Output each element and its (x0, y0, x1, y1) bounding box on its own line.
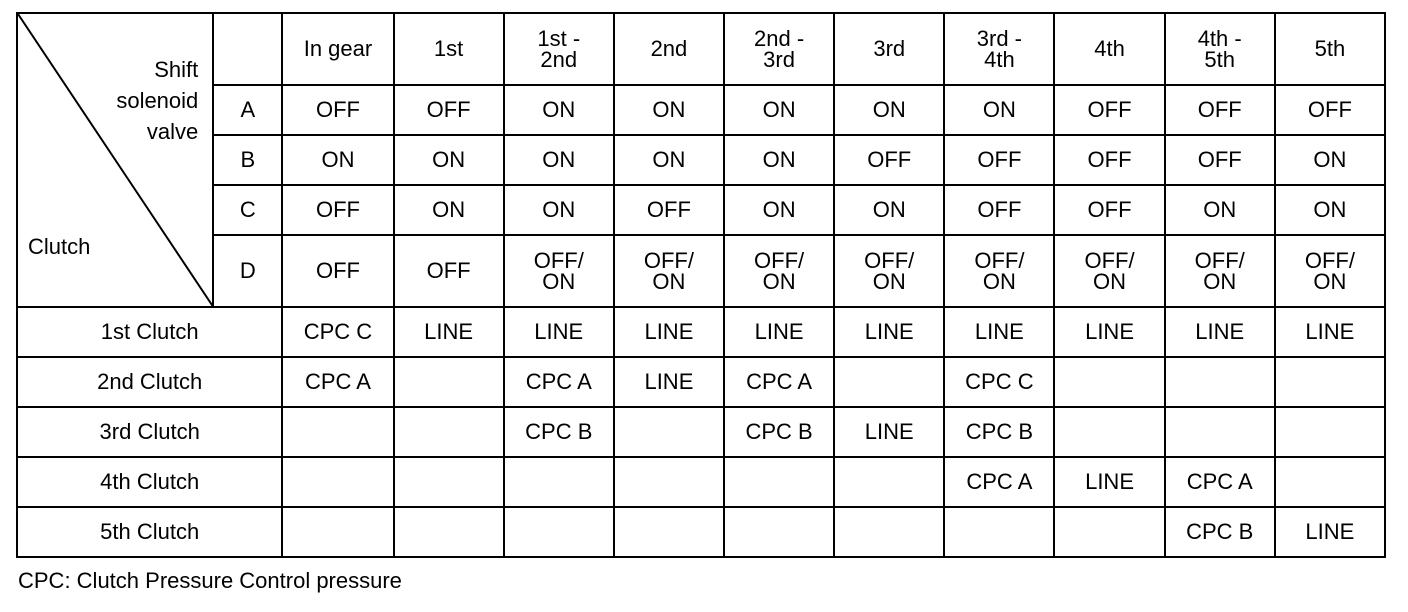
clutch-label: 4th Clutch (17, 457, 282, 507)
solenoid-state-cell: OFF (1054, 135, 1164, 185)
cell-line: ON (872, 269, 906, 294)
corner-label-line: Shift (154, 57, 199, 82)
solenoid-state-cell: ON (1275, 135, 1385, 185)
solenoid-state-cell: OFF (1054, 185, 1164, 235)
clutch-pressure-cell: LINE (1165, 307, 1275, 357)
cell-line: OFF/ (1304, 248, 1355, 273)
clutch-pressure-cell: LINE (614, 307, 724, 357)
column-header-4th: 4th (1054, 13, 1164, 85)
solenoid-state-cell: ON (834, 85, 944, 135)
clutch-pressure-cell: LINE (1054, 457, 1164, 507)
solenoid-state-cell: ON (504, 135, 614, 185)
solenoid-state-cell: ON (944, 85, 1054, 135)
clutch-pressure-cell (394, 507, 504, 557)
solenoid-state-cell: OFF (394, 85, 504, 135)
solenoid-state-cell: ON (614, 85, 724, 135)
solenoid-label: D (213, 235, 282, 307)
clutch-pressure-cell: CPC A (1165, 457, 1275, 507)
cell-line: OFF/ (754, 248, 805, 273)
solenoid-state-cell: ON (834, 185, 944, 235)
solenoid-state-cell: OFF (282, 85, 393, 135)
shift-solenoid-clutch-table (16, 12, 1386, 558)
solenoid-label: B (213, 135, 282, 185)
solenoid-state-cell: OFF (614, 185, 724, 235)
cell-line: OFF/ (864, 248, 915, 273)
clutch-pressure-cell (394, 357, 504, 407)
solenoid-state-cell (614, 235, 724, 307)
solenoid-state-cell: OFF (1165, 135, 1275, 185)
clutch-pressure-cell: CPC A (504, 357, 614, 407)
header-row (17, 13, 1385, 85)
clutch-pressure-cell: LINE (1054, 307, 1164, 357)
solenoid-state-cell (944, 235, 1054, 307)
clutch-pressure-cell: CPC B (1165, 507, 1275, 557)
solenoid-state-cell: OFF (944, 185, 1054, 235)
cell-line: 4th (984, 47, 1015, 72)
column-header-in-gear: In gear (282, 13, 393, 85)
solenoid-state-cell (724, 235, 834, 307)
clutch-pressure-cell (944, 507, 1054, 557)
clutch-row-2nd-clutch (17, 357, 1385, 407)
clutch-pressure-cell: LINE (394, 307, 504, 357)
solenoid-state-cell: ON (614, 135, 724, 185)
cell-line: 2nd - (754, 26, 805, 51)
column-header-4th-5th (1165, 13, 1275, 85)
cell-line: 5th (1204, 47, 1235, 72)
cell-line: ON (1203, 269, 1237, 294)
solenoid-row-b (17, 135, 1385, 185)
clutch-label: 5th Clutch (17, 507, 282, 557)
clutch-pressure-cell: CPC C (944, 357, 1054, 407)
solenoid-state-cell: ON (394, 135, 504, 185)
cell-line: OFF/ (974, 248, 1025, 273)
solenoid-state-cell: ON (504, 185, 614, 235)
clutch-row-1st-clutch (17, 307, 1385, 357)
clutch-pressure-cell: LINE (834, 307, 944, 357)
cell-line: 1st - (537, 26, 581, 51)
shift-solenoid-valve-label (116, 54, 198, 147)
solenoid-state-cell: OFF (394, 235, 504, 307)
clutch-row-3rd-clutch (17, 407, 1385, 457)
clutch-pressure-cell (1165, 407, 1275, 457)
clutch-pressure-cell: LINE (834, 407, 944, 457)
solenoid-state-cell: ON (282, 135, 393, 185)
solenoid-label: C (213, 185, 282, 235)
column-header-1st: 1st (394, 13, 504, 85)
cell-line: 3rd (763, 47, 795, 72)
cell-line: ON (982, 269, 1016, 294)
cell-line: ON (1313, 269, 1347, 294)
clutch-pressure-cell (724, 457, 834, 507)
clutch-pressure-cell: CPC B (724, 407, 834, 457)
clutch-pressure-cell: CPC A (944, 457, 1054, 507)
column-header-3rd-4th (944, 13, 1054, 85)
clutch-pressure-cell (282, 457, 393, 507)
corner-label-line: solenoid (116, 88, 199, 113)
solenoid-state-cell: ON (394, 185, 504, 235)
clutch-pressure-cell (614, 407, 724, 457)
clutch-pressure-cell: LINE (504, 307, 614, 357)
clutch-pressure-cell: LINE (1275, 507, 1385, 557)
clutch-pressure-cell (1165, 357, 1275, 407)
clutch-pressure-cell (504, 457, 614, 507)
clutch-axis-label: Clutch (28, 234, 91, 259)
clutch-pressure-cell: LINE (944, 307, 1054, 357)
solenoid-state-cell: ON (1275, 185, 1385, 235)
cell-line: OFF/ (643, 248, 694, 273)
clutch-label: 1st Clutch (17, 307, 282, 357)
solenoid-state-cell: ON (504, 85, 614, 135)
cell-line: 2nd (540, 47, 578, 72)
solenoid-state-cell: OFF (1054, 85, 1164, 135)
cell-line: 3rd - (976, 26, 1023, 51)
clutch-row-4th-clutch (17, 457, 1385, 507)
clutch-pressure-cell (1275, 357, 1385, 407)
clutch-label: 2nd Clutch (17, 357, 282, 407)
cell-line: OFF/ (1194, 248, 1245, 273)
cell-line: 4th - (1197, 26, 1242, 51)
column-header-2nd: 2nd (614, 13, 724, 85)
solenoid-state-cell (1054, 235, 1164, 307)
clutch-pressure-cell: CPC B (504, 407, 614, 457)
cell-line: OFF/ (1084, 248, 1135, 273)
clutch-pressure-cell: LINE (614, 357, 724, 407)
clutch-pressure-cell (1275, 407, 1385, 457)
clutch-pressure-cell (834, 357, 944, 407)
solenoid-row-d (17, 235, 1385, 307)
clutch-pressure-cell (282, 407, 393, 457)
blank-header-cell (213, 13, 282, 85)
clutch-pressure-cell (614, 507, 724, 557)
cell-line: ON (762, 269, 796, 294)
clutch-row-5th-clutch (17, 507, 1385, 557)
clutch-pressure-cell (614, 457, 724, 507)
clutch-pressure-cell (724, 507, 834, 557)
clutch-pressure-cell: LINE (724, 307, 834, 357)
solenoid-state-cell: OFF (282, 185, 393, 235)
clutch-pressure-cell: CPC A (724, 357, 834, 407)
clutch-pressure-cell (1054, 357, 1164, 407)
clutch-pressure-cell (282, 507, 393, 557)
cell-line: ON (1093, 269, 1127, 294)
solenoid-state-cell: OFF (834, 135, 944, 185)
column-header-1st-2nd (504, 13, 614, 85)
clutch-pressure-cell: CPC C (282, 307, 393, 357)
solenoid-state-cell: OFF (1165, 85, 1275, 135)
solenoid-row-c (17, 185, 1385, 235)
solenoid-state-cell: ON (724, 185, 834, 235)
solenoid-state-cell: OFF (282, 235, 393, 307)
clutch-pressure-cell (1054, 507, 1164, 557)
solenoid-state-cell: ON (1165, 185, 1275, 235)
solenoid-row-a (17, 85, 1385, 135)
clutch-pressure-cell (504, 507, 614, 557)
solenoid-state-cell: OFF (1275, 85, 1385, 135)
clutch-pressure-cell (1275, 457, 1385, 507)
corner-header-cell (17, 13, 213, 307)
solenoid-state-cell (1275, 235, 1385, 307)
solenoid-state-cell: ON (724, 85, 834, 135)
cell-line: ON (542, 269, 576, 294)
solenoid-state-cell: OFF (944, 135, 1054, 185)
cell-line: OFF/ (533, 248, 584, 273)
clutch-pressure-cell: CPC A (282, 357, 393, 407)
footnote: CPC: Clutch Pressure Control pressure (18, 568, 402, 593)
cell-line: ON (652, 269, 686, 294)
solenoid-state-cell (504, 235, 614, 307)
clutch-pressure-cell (394, 457, 504, 507)
clutch-pressure-cell (834, 507, 944, 557)
solenoid-state-cell: ON (724, 135, 834, 185)
column-header-3rd: 3rd (834, 13, 944, 85)
clutch-label: 3rd Clutch (17, 407, 282, 457)
clutch-pressure-cell: CPC B (944, 407, 1054, 457)
clutch-pressure-cell (834, 457, 944, 507)
solenoid-state-cell (834, 235, 944, 307)
column-header-2nd-3rd (724, 13, 834, 85)
solenoid-state-cell (1165, 235, 1275, 307)
column-header-5th: 5th (1275, 13, 1385, 85)
clutch-pressure-cell (394, 407, 504, 457)
clutch-pressure-cell: LINE (1275, 307, 1385, 357)
clutch-pressure-cell (1054, 407, 1164, 457)
corner-label-line: valve (146, 119, 199, 144)
solenoid-label: A (213, 85, 282, 135)
